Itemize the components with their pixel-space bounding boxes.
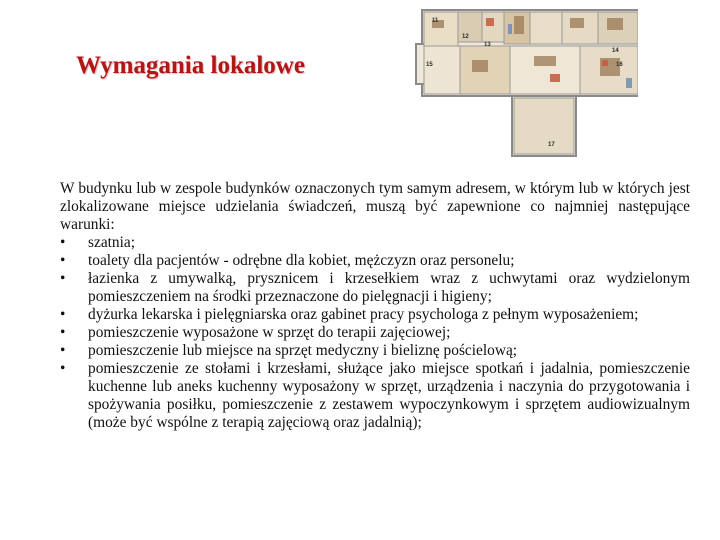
bullet: • bbox=[60, 342, 66, 359]
list-item: • pomieszczenie ze stołami i krzesłami, służące jako miejsce spotkań i jadalnia, pomieszczenie kuchenne lub aneks kuchenny wyposażony w sprzęt, urządzenia i naczynia do przygotowania i spożywania posiłku, pomieszczenie z zestawem wypoczynkowym i sprzętem audiowizualnym (może być wspólne z terapią zajęciową oraz jadalnią); bbox=[60, 360, 690, 431]
list-item: • pomieszczenie wyposażone w sprzęt do terapii zajęciowej; bbox=[60, 324, 451, 341]
list-item: • szatnia; bbox=[60, 234, 136, 251]
list-item: • dyżurka lekarska i pielęgniarska oraz gabinet pracy psychologa z pełnym wyposażeniem; bbox=[60, 306, 639, 323]
room-number-16: 16 bbox=[616, 62, 623, 68]
room-number-15: 15 bbox=[426, 62, 433, 68]
intro-paragraph: W budynku lub w zespole budynków oznaczonych tym samym adresem, w którym lub w których jest zlokalizowane miejsce udzielania świadczeń, muszą być zapewnione co najmniej następujące warunki: bbox=[60, 180, 690, 233]
list-item: • toalety dla pacjentów - odrębne dla kobiet, mężczyzn oraz personelu; bbox=[60, 252, 515, 269]
requirements-section bbox=[60, 180, 690, 432]
bullet: • bbox=[60, 252, 66, 269]
requirements-list bbox=[60, 234, 690, 432]
list-item: • pomieszczenie lub miejsce na sprzęt medyczny i bieliznę pościelową; bbox=[60, 342, 518, 359]
bullet: • bbox=[60, 270, 66, 287]
room-number-12: 12 bbox=[462, 34, 469, 40]
room-number-17: 17 bbox=[548, 142, 555, 148]
bullet: • bbox=[60, 234, 66, 251]
bullet: • bbox=[60, 306, 66, 323]
room-number-14: 14 bbox=[612, 48, 619, 54]
bullet: • bbox=[60, 324, 66, 341]
room-number-13: 13 bbox=[484, 42, 491, 48]
page-title: Wymagania lokalowe bbox=[76, 52, 305, 79]
bullet: • bbox=[60, 360, 66, 377]
list-item: • łazienka z umywalką, prysznicem i krzesełkiem wraz z uchwytami oraz wydzielonym pomieszczeniem na środki przeznaczone do pielęgnacji i higieny; bbox=[60, 270, 690, 305]
floor-plan-image bbox=[402, 0, 638, 164]
room-number-11: 11 bbox=[432, 18, 439, 24]
